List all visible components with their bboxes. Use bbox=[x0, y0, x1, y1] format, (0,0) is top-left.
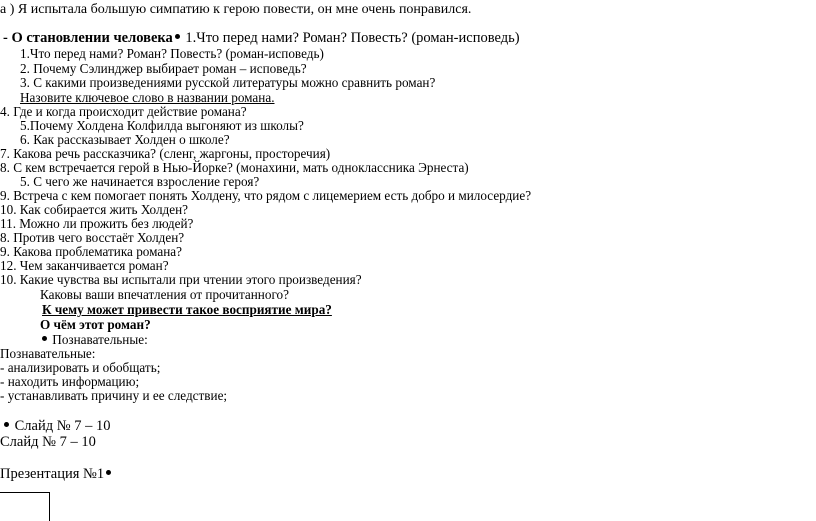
question-7: 7. Какова речь рассказчика? (сленг, жаргоны, просторечия) bbox=[0, 146, 331, 161]
bullet-icon bbox=[4, 422, 9, 427]
page-corner-frame bbox=[0, 492, 50, 521]
question-9: 9. Встреча с кем помогает понять Холдену, что рядом с лицемерием есть добро и милосердие? bbox=[0, 188, 532, 203]
impressions-question: Каковы ваши впечатления от прочитанного? bbox=[40, 287, 289, 302]
question-8b: 8. Против чего восстаёт Холден? bbox=[0, 230, 185, 245]
presentation-ref bbox=[0, 466, 113, 482]
question-10: 10. Как собирается жить Холден? bbox=[0, 202, 189, 217]
bullet-icon bbox=[106, 470, 111, 475]
slide-ref-text: Слайд № 7 – 10 bbox=[14, 418, 111, 434]
question-9b: 9. Какова проблематика романа? bbox=[0, 244, 183, 259]
question-5: 5.Почему Холдена Колфилда выгоняют из школы? bbox=[20, 118, 304, 133]
cognitive-label: Познавательные: bbox=[0, 346, 96, 361]
question-3: 3. С какими произведениями русской литературы можно сравнить роман? bbox=[20, 75, 436, 90]
question-6: 6. Как рассказывает Холден о школе? bbox=[20, 132, 230, 147]
question-12: 12. Чем заканчивается роман? bbox=[0, 258, 169, 273]
bullet-icon bbox=[175, 34, 180, 39]
question-3-keyword: Назовите ключевое слово в названии романа. bbox=[20, 90, 275, 105]
bullet-icon bbox=[42, 336, 47, 341]
slide-ref-bulleted bbox=[2, 418, 110, 434]
cognitive-label-bulleted: Познавательные: bbox=[52, 332, 148, 347]
perception-question: К чему может привести такое восприятие мира? bbox=[42, 302, 332, 317]
slide-ref: Слайд № 7 – 10 bbox=[0, 434, 96, 450]
skill-find-info: - находить информацию; bbox=[0, 374, 140, 389]
topic-heading bbox=[3, 30, 520, 46]
skill-analyze: - анализировать и обобщать; bbox=[0, 360, 161, 375]
novel-about-question: О чём этот роман? bbox=[40, 317, 151, 332]
topic-heading-bold: - О становлении человека bbox=[3, 30, 173, 46]
question-10b: 10. Какие чувства вы испытали при чтении этого произведения? bbox=[0, 272, 362, 287]
question-2: 2. Почему Сэлинджер выбирает роман – исповедь? bbox=[20, 61, 307, 76]
question-8: 8. С кем встречается герой в Нью-Йорке? (монахини, мать одноклассника Эрнеста) bbox=[0, 160, 469, 175]
skill-cause-effect: - устанавливать причину и ее следствие; bbox=[0, 388, 228, 403]
answer-line-a: а ) Я испытала большую симпатию к герою повести, он мне очень понравился. bbox=[0, 2, 472, 17]
question-1: 1.Что перед нами? Роман? Повесть? (роман-исповедь) bbox=[20, 46, 324, 61]
question-4: 4. Где и когда происходит действие романа? bbox=[0, 104, 247, 119]
question-5b: 5. С чего же начинается взросление героя? bbox=[20, 174, 260, 189]
presentation-ref-text: Презентация №1 bbox=[0, 466, 105, 482]
question-11: 11. Можно ли прожить без людей? bbox=[0, 216, 194, 231]
topic-heading-question: 1.Что перед нами? Роман? Повесть? (роман-исповедь) bbox=[181, 30, 520, 46]
